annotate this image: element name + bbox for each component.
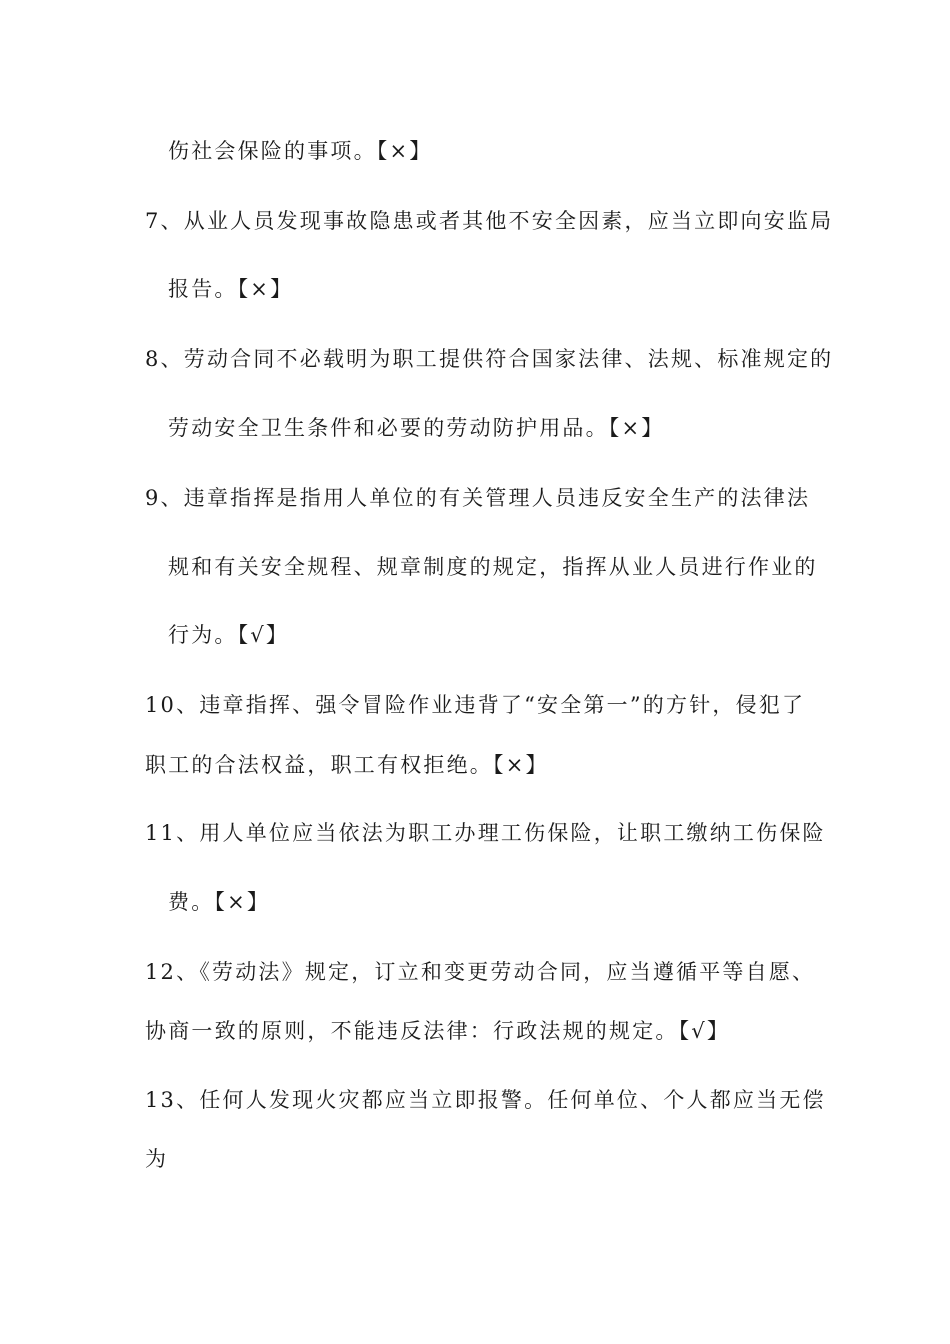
text-line: 伤社会保险的事项。【×】 [168, 139, 433, 163]
question-10-line-1: 10、违章指挥、强令冒险作业违背了“安全第一”的方针，侵犯了 [145, 693, 806, 717]
question-13-line-2: 为 [145, 1147, 169, 1171]
question-11-line-2: 费。【×】 [168, 890, 271, 914]
question-7-line-1: 7、从业人员发现事故隐患或者其他不安全因素，应当立即向安监局 [145, 209, 834, 233]
question-12-line-2: 协商一致的原则，不能违反法律：行政法规的规定。【√】 [145, 1019, 731, 1043]
question-9-line-1: 9、违章指挥是指用人单位的有关管理人员违反安全生产的法律法 [145, 486, 811, 510]
question-10-line-2: 职工的合法权益，职工有权拒绝。【×】 [145, 753, 549, 777]
question-8-line-2: 劳动安全卫生条件和必要的劳动防护用品。【×】 [168, 416, 665, 440]
question-13-line-1: 13、任何人发现火灾都应当立即报警。任何单位、个人都应当无偿 [145, 1088, 826, 1112]
question-8-line-1: 8、劳动合同不必载明为职工提供符合国家法律、法规、标准规定的 [145, 347, 834, 371]
question-7-line-2: 报告。【×】 [168, 277, 294, 301]
question-12-line-1: 12、《劳动法》规定，订立和变更劳动合同，应当遵循平等自愿、 [145, 960, 816, 984]
question-9-line-2: 规和有关安全规程、规章制度的规定，指挥从业人员进行作业的 [168, 555, 818, 579]
question-9-line-3: 行为。【√】 [168, 623, 290, 647]
question-11-line-1: 11、用人单位应当依法为职工办理工伤保险，让职工缴纳工伤保险 [145, 821, 826, 845]
